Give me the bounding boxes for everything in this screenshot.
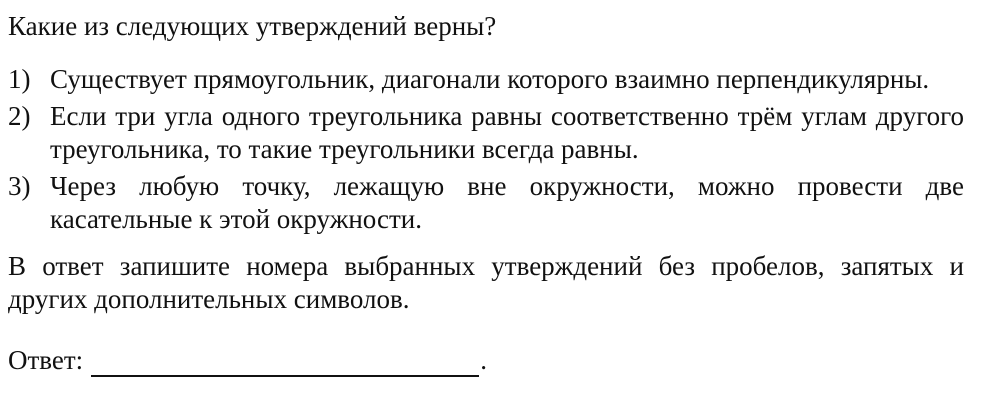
answer-blank-line[interactable] — [91, 347, 479, 377]
statement-item-2 — [8, 100, 964, 166]
statement-item-3 — [8, 170, 964, 236]
answer-row — [8, 344, 964, 377]
statements-list — [8, 63, 964, 236]
statement-number: 3) — [8, 171, 31, 201]
statement-text: Существует прямоугольник, диагонали которого взаимно перпендикулярны. — [50, 64, 930, 94]
question-text: Какие из следующих утверждений верны? — [8, 11, 497, 41]
statement-number: 2) — [8, 101, 31, 131]
task-page — [8, 10, 964, 377]
answer-end-mark: . — [480, 345, 487, 375]
statement-number: 1) — [8, 64, 31, 94]
answer-instruction: В ответ запишите номера выбранных утверждений без пробелов, запятых и других дополнительных символов. — [8, 251, 964, 314]
statement-text: Через любую точку, лежащую вне окружности, можно провести две касательные к этой окружности. — [50, 171, 964, 234]
statement-text: Если три угла одного треугольника равны соответственно трём углам другого треугольника, то такие треугольники всегда равны. — [50, 101, 964, 164]
answer-label: Ответ: — [8, 345, 84, 375]
statement-item-1 — [8, 63, 964, 96]
